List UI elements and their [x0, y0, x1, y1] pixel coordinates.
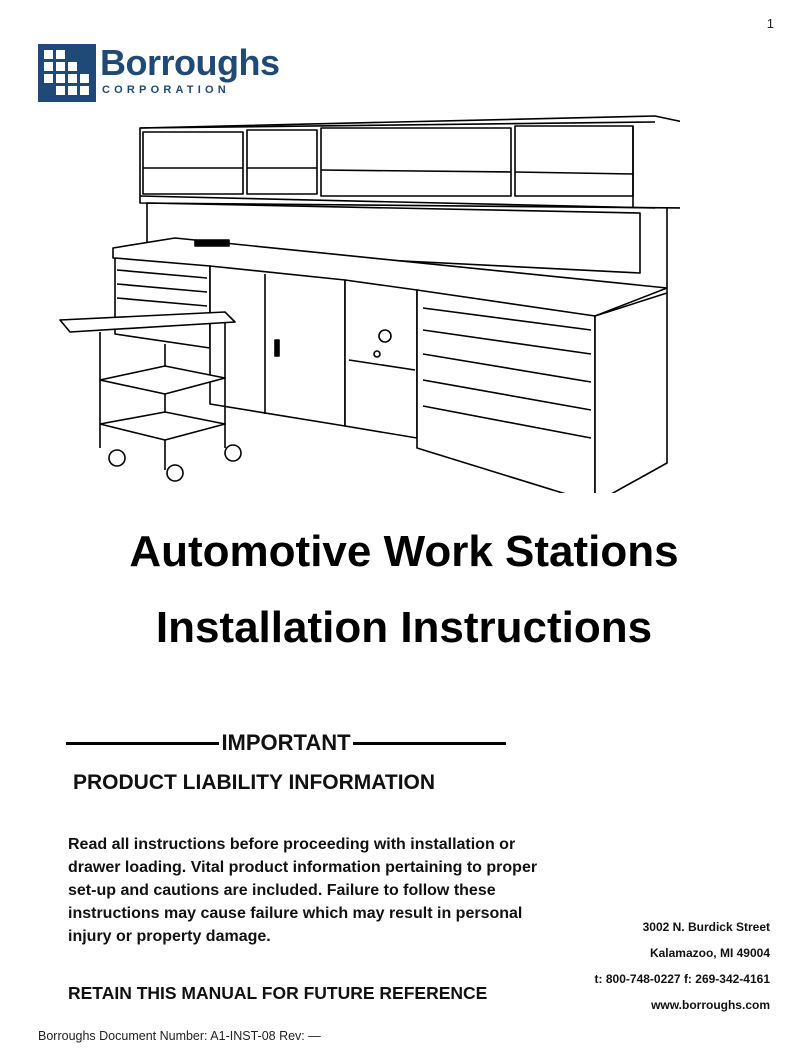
address-city: Kalamazoo, MI 49004 [649, 946, 770, 960]
workstation-illustration [55, 108, 680, 493]
grid-square-logo-icon [38, 44, 96, 102]
important-label: IMPORTANT [221, 730, 351, 755]
company-address [530, 919, 770, 1023]
address-website[interactable]: www.borroughs.com [651, 998, 770, 1012]
document-title-line1: Automotive Work Stations [129, 527, 679, 576]
warning-paragraph: Read all instructions before proceeding with installation or drawer loading. Vital product information pertaining to proper set-up and cautions are included. Failure to follow these instructions may cause failure which may result in personal injury or property damage. [68, 836, 538, 945]
company-subtitle: CORPORATION [102, 84, 230, 96]
important-heading [66, 730, 506, 756]
heading-rule-right [353, 742, 506, 745]
company-logo [38, 44, 308, 104]
address-street: 3002 N. Burdick Street [642, 920, 770, 934]
company-name: Borroughs [100, 42, 280, 83]
document-title-line2: Installation Instructions [155, 603, 653, 652]
page-number: 1 [766, 16, 774, 31]
retain-notice: RETAIN THIS MANUAL FOR FUTURE REFERENCE [68, 983, 488, 1003]
liability-heading: PRODUCT LIABILITY INFORMATION [73, 771, 436, 794]
address-phones: t: 800-748-0227 f: 269-342-4161 [594, 972, 770, 986]
heading-rule-left [66, 742, 219, 745]
document-number: Borroughs Document Number: A1-INST-08 Rev: — [38, 1029, 321, 1043]
